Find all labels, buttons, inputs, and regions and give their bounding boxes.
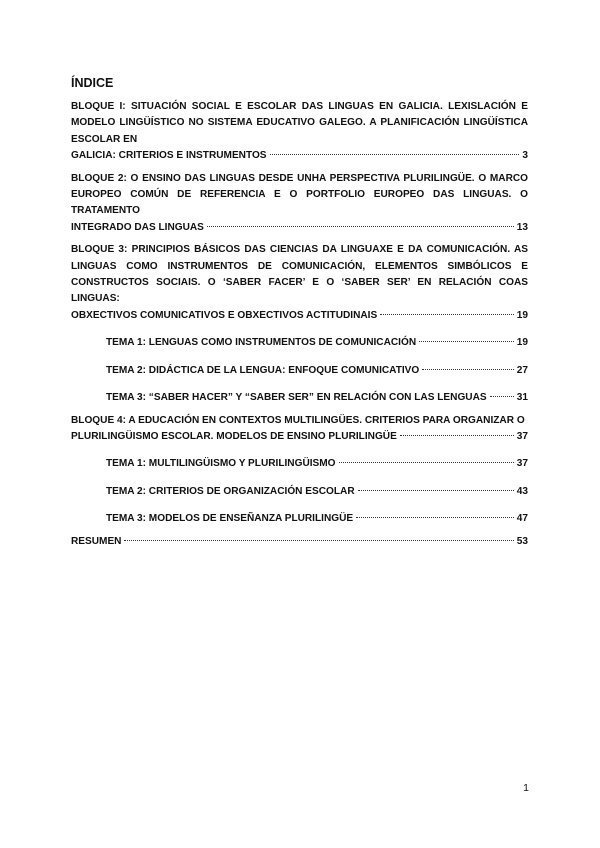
- toc-page-number: 3: [522, 150, 528, 162]
- toc-page-number: 47: [516, 513, 528, 525]
- dot-leader: [270, 154, 520, 155]
- toc-entry-text: BLOQUE I: SITUACIÓN SOCIAL E ESCOLAR DAS LINGUAS EN GALICIA. LEXISLACIÓN E MODELO LINGÜÍSTICO NO SISTEMA EDUCATIVO GALEGO. A PLANIFICACIÓN LINGÜÍSTICA ESCOLAR EN: [71, 101, 528, 145]
- toc-page-number: 43: [516, 485, 528, 497]
- toc-entry-last-line: GALICIA: CRITERIOS E INSTRUMENTOS: [71, 150, 267, 162]
- toc-entry-last-line: INTEGRADO DAS LINGUAS: [71, 221, 204, 233]
- dot-leader: [358, 490, 514, 491]
- dot-leader: [356, 517, 514, 518]
- toc-leader-line: [71, 220, 528, 236]
- toc-entry-text: TEMA 1: LENGUAS COMO INSTRUMENTOS DE COMUNICACIÓN: [106, 337, 417, 349]
- dot-leader: [339, 462, 514, 463]
- toc-entry-bloque-4-tema-2[interactable]: [106, 484, 528, 500]
- toc-entry-bloque-4-tema-3[interactable]: [106, 511, 528, 527]
- toc-page-number: 13: [516, 221, 528, 233]
- toc-entry-bloque-1[interactable]: [71, 99, 528, 165]
- toc-entry-text: TEMA 2: CRITERIOS DE ORGANIZACIÓN ESCOLAR: [106, 485, 355, 497]
- toc-leader-line: [71, 429, 528, 445]
- toc-entry-text: BLOQUE 4: A EDUCACIÓN EN CONTEXTOS MULTILINGÜES. CRITERIOS PARA ORGANIZAR O: [71, 414, 525, 426]
- toc-entry-bloque-3-tema-3[interactable]: [106, 390, 528, 406]
- dot-leader: [490, 396, 514, 397]
- dot-leader: [380, 314, 514, 315]
- toc-entry-bloque-3[interactable]: [71, 242, 528, 324]
- page-number: 1: [523, 782, 529, 794]
- toc-leader-line: [71, 308, 528, 324]
- toc-page-number: 19: [516, 309, 528, 321]
- toc-leader-line: [71, 148, 528, 164]
- toc-entry-bloque-4[interactable]: [71, 413, 528, 446]
- toc-entry-resumen[interactable]: [71, 534, 528, 550]
- dot-leader: [400, 435, 514, 436]
- toc-page-number: 31: [516, 392, 528, 404]
- toc-entry-text: BLOQUE 3: PRINCIPIOS BÁSICOS DAS CIENCIAS DA LINGUAXE E DA COMUNICACIÓN. AS LINGUAS COMO INSTRUMENTOS DE COMUNICACIÓN, ELEMENTOS SIMBÓLICOS E CONSTRUCTOS SOCIAIS. O ‘SABER FACER’ E O ‘SABER SER’ EN RELACIÓN COAS LINGUAS:: [71, 244, 528, 305]
- dot-leader: [422, 369, 513, 370]
- dot-leader: [124, 540, 513, 541]
- toc-entry-text: TEMA 3: “SABER HACER” Y “SABER SER” EN RELACIÓN CON LAS LENGUAS: [106, 392, 487, 404]
- toc-entry-text: TEMA 2: DIDÁCTICA DE LA LENGUA: ENFOQUE COMUNICATIVO: [106, 364, 420, 376]
- toc-entry-last-line: OBXECTIVOS COMUNICATIVOS E OBXECTIVOS ACTITUDINAIS: [71, 309, 378, 321]
- toc-entry-text: BLOQUE 2: O ENSINO DAS LINGUAS DESDE UNHA PERSPECTIVA PLURILINGÜE. O MARCO EUROPEO COMÚN DE REFERENCIA E O PORTFOLIO EUROPEO DAS LINGUAS. O TRATAMENTO: [71, 172, 528, 217]
- dot-leader: [207, 226, 514, 227]
- dot-leader: [419, 341, 514, 342]
- toc-entry-text: RESUMEN: [71, 535, 122, 547]
- toc-page-number: 27: [516, 364, 528, 376]
- toc-entry-bloque-3-tema-1[interactable]: [106, 335, 528, 351]
- toc-entry-last-line: PLURILINGÜISMO ESCOLAR. MODELOS DE ENSINO PLURILINGÜE: [71, 430, 397, 442]
- toc-entry-text: TEMA 3: MODELOS DE ENSEÑANZA PLURILINGÜE: [106, 513, 354, 525]
- toc-entry-bloque-3-tema-2[interactable]: [106, 363, 528, 379]
- toc-entry-text: TEMA 1: MULTILINGÜISMO Y PLURILINGÜISMO: [106, 458, 336, 470]
- toc-page-number: 19: [516, 337, 528, 349]
- toc-entry-bloque-2[interactable]: [71, 171, 528, 237]
- toc-entry-bloque-4-tema-1[interactable]: [106, 456, 528, 472]
- toc-page-number: 37: [516, 458, 528, 470]
- toc-page-number: 53: [516, 535, 528, 547]
- toc-title: ÍNDICE: [71, 76, 114, 90]
- toc-page-number: 37: [516, 430, 528, 442]
- table-of-contents: [71, 99, 528, 550]
